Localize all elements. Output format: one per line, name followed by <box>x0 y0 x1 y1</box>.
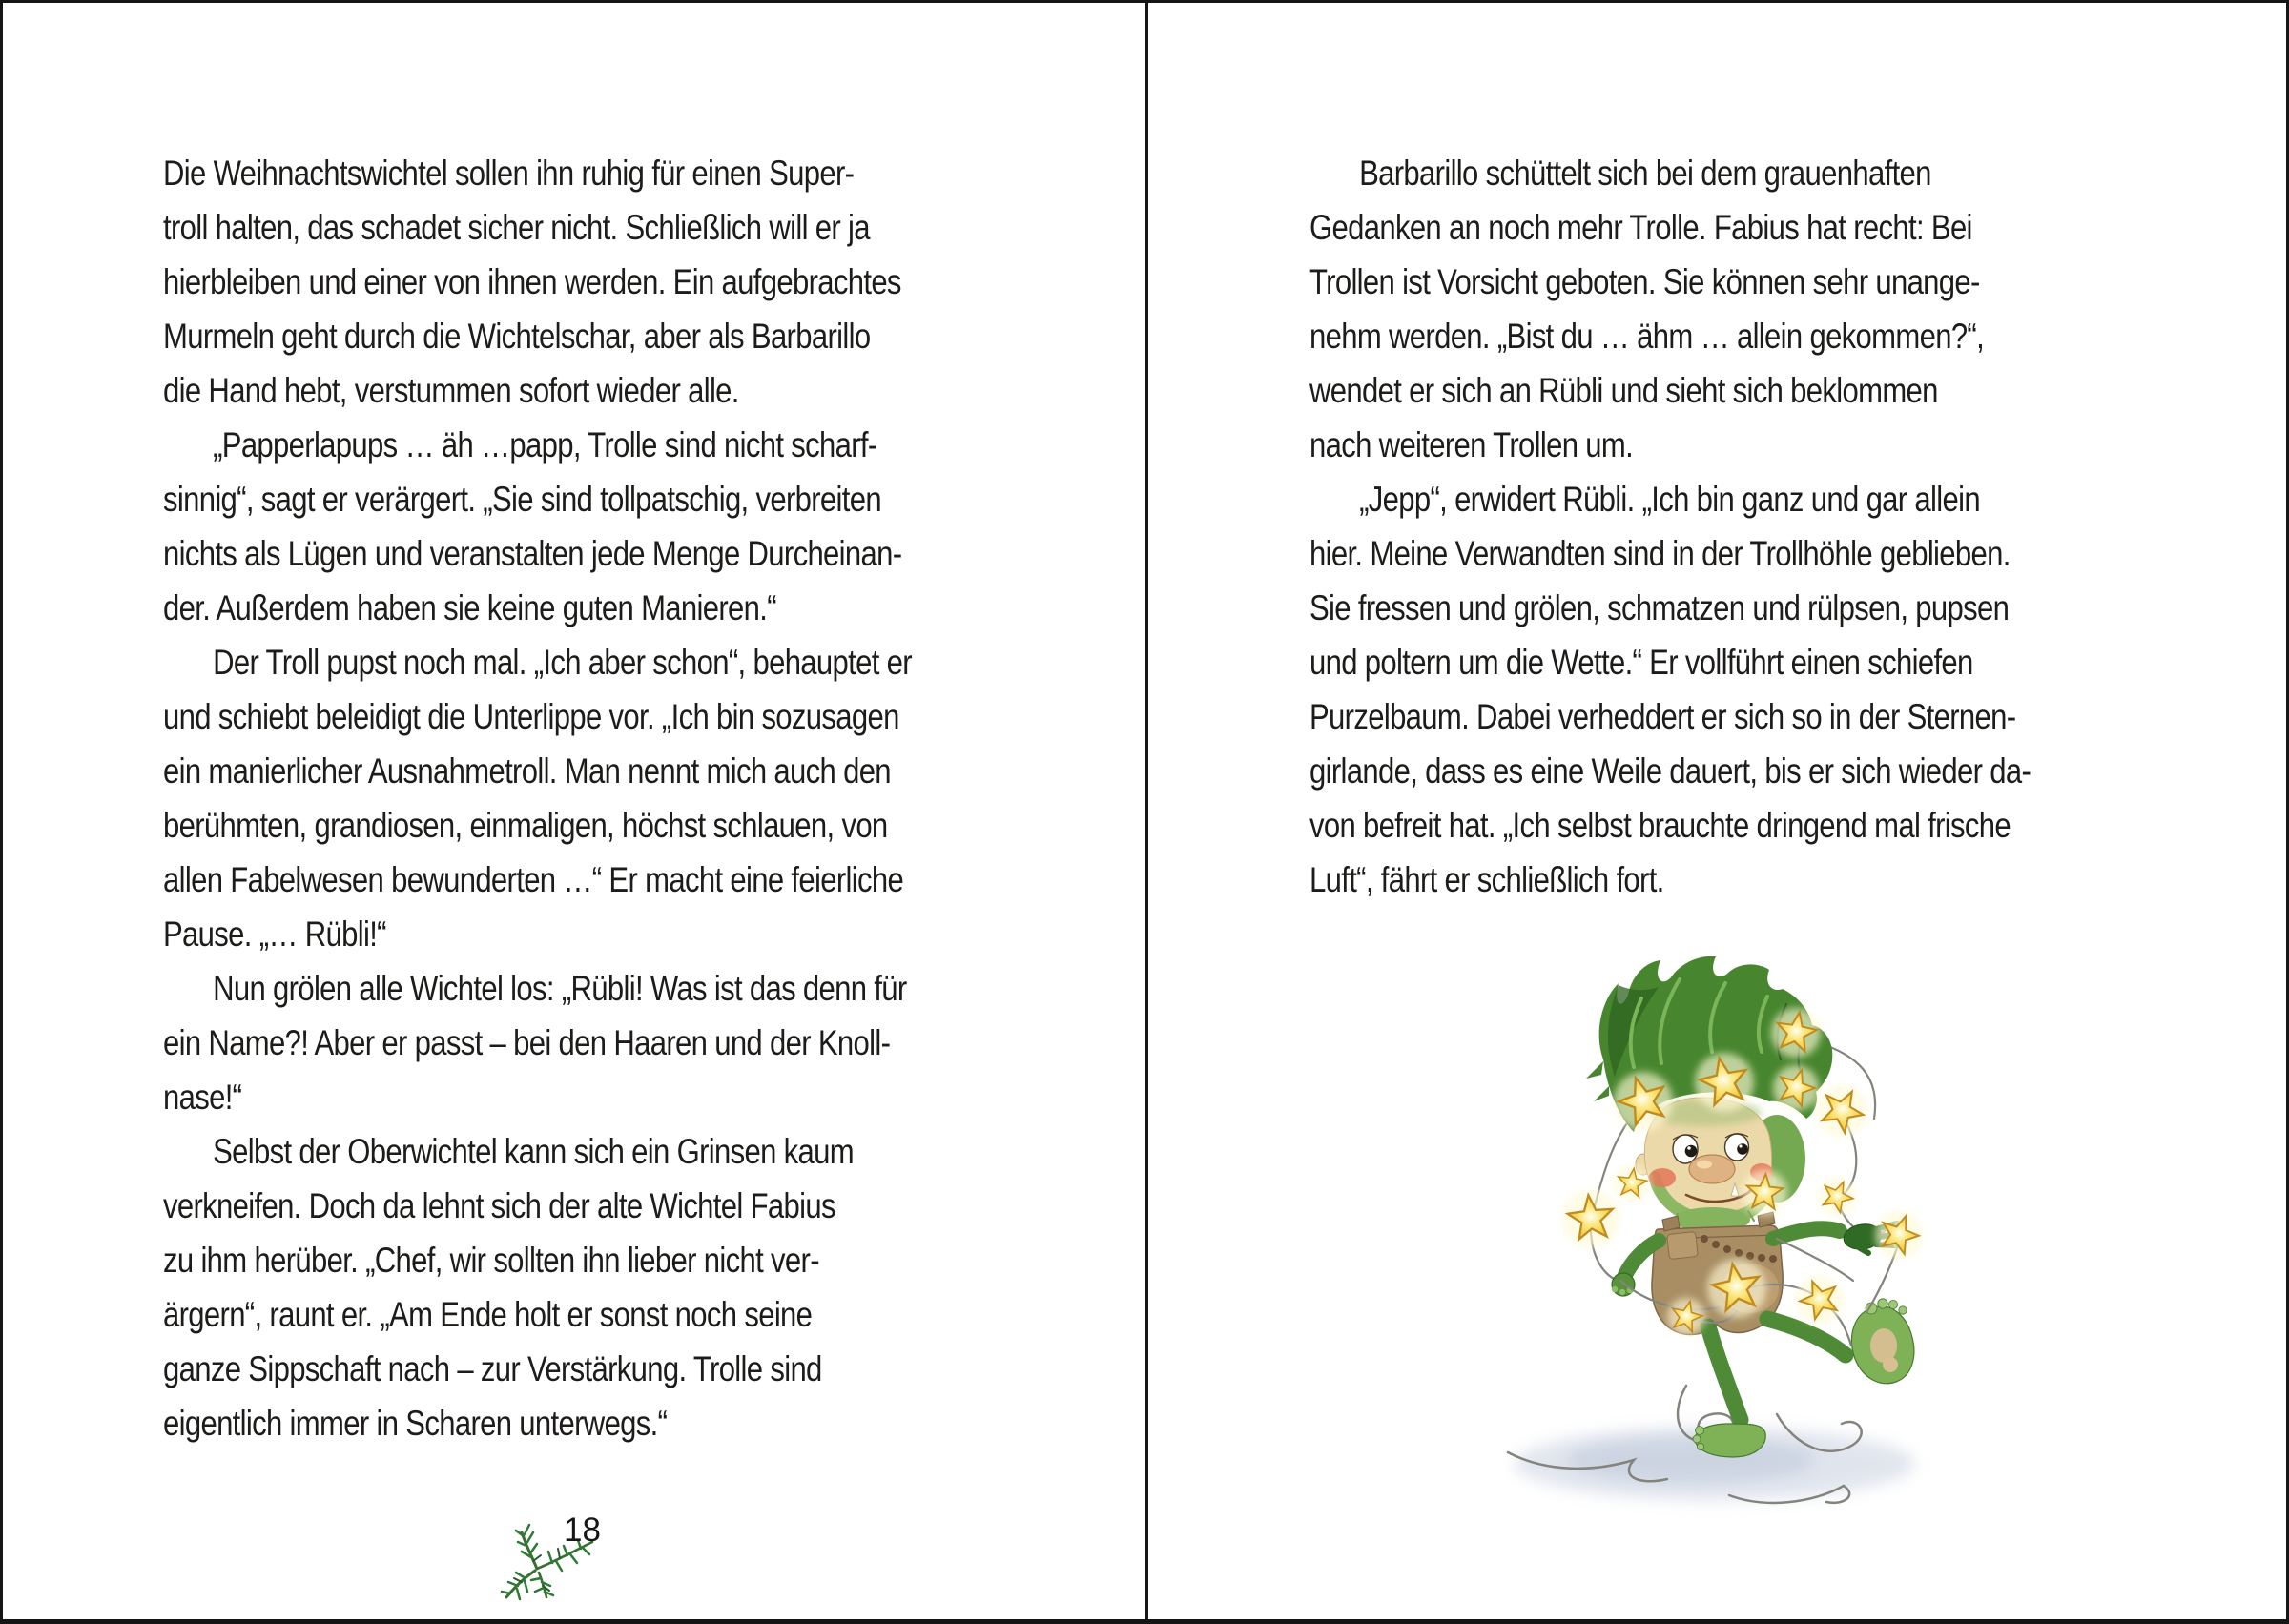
text-line: girlande, dass es eine Weile dauert, bis er sich wieder da- <box>1309 751 2031 791</box>
text-line: Pause. „… Rübli!“ <box>163 915 386 954</box>
text-line: „Jepp“, erwidert Rübli. „Ich bin ganz und gar allein <box>1359 480 1980 519</box>
troll-leg-raised <box>1767 1299 1914 1384</box>
text-line: und schiebt beleidigt die Unterlippe vor. „Ich bin sozusagen <box>163 697 899 736</box>
text-line: troll halten, das schadet sicher nicht. Schließlich will er ja <box>163 208 870 247</box>
text-line: Sie fressen und grölen, schmatzen und rülpsen, pupsen <box>1309 588 2010 627</box>
page-number: 18 <box>564 1511 601 1549</box>
text-line: berühmten, grandiosen, einmaligen, höchst schlauen, von <box>163 806 888 845</box>
text-line: wendet er sich an Rübli und sieht sich beklommen <box>1309 371 1938 410</box>
text-line: sinnig“, sagt er verärgert. „Sie sind tollpatschig, verbreiten <box>163 480 881 519</box>
text-line: ärgern“, raunt er. „Am Ende holt er sonst noch seine <box>163 1295 813 1334</box>
text-line: Die Weihnachtswichtel sollen ihn ruhig für einen Super- <box>163 154 855 193</box>
text-line: der. Außerdem haben sie keine guten Manieren.“ <box>163 588 776 627</box>
text-line: Purzelbaum. Dabei verheddert er sich so in der Sternen- <box>1309 697 2016 736</box>
text-line: Luft“, fährt er schließlich fort. <box>1309 860 1664 899</box>
text-line: hier. Meine Verwandten sind in der Trollhöhle geblieben. <box>1309 534 2011 573</box>
text-line: Gedanken an noch mehr Trolle. Fabius hat recht: Bei <box>1309 208 1972 247</box>
text-line: Trollen ist Vorsicht geboten. Sie können sehr unange- <box>1309 262 1980 301</box>
troll-illustration <box>1491 937 1949 1519</box>
text-line: ganze Sippschaft nach – zur Verstärkung. Trolle sind <box>163 1349 822 1388</box>
text-line: ein Name?! Aber er passt – bei den Haaren und der Knoll- <box>163 1023 891 1062</box>
text-line: Murmeln geht durch die Wichtelschar, aber als Barbarillo <box>163 317 871 356</box>
troll-leg-standing <box>1693 1326 1765 1457</box>
left-page-text <box>163 146 912 1450</box>
text-line: die Hand hebt, verstummen sofort wieder alle. <box>163 371 739 410</box>
page-gutter-divider <box>1145 3 1148 1619</box>
text-line: Selbst der Oberwichtel kann sich ein Grinsen kaum <box>213 1132 854 1171</box>
text-line: Der Troll pupst noch mal. „Ich aber schon“, behauptet er <box>213 643 912 682</box>
text-line: hierbleiben und einer von ihnen werden. Ein aufgebrachtes <box>163 262 901 301</box>
troll-cheek-left <box>1649 1168 1676 1187</box>
text-line: ein manierlicher Ausnahmetroll. Man nennt mich auch den <box>163 751 891 791</box>
text-line: nehm werden. „Bist du … ähm … allein gekommen?“, <box>1309 317 1985 356</box>
text-line: nase!“ <box>163 1078 242 1117</box>
troll-nose <box>1689 1155 1735 1183</box>
text-line: verkneifen. Doch da lehnt sich der alte Wichtel Fabius <box>163 1186 835 1225</box>
text-line: eigentlich immer in Scharen unterwegs.“ <box>163 1404 668 1443</box>
text-line: Nun grölen alle Wichtel los: „Rübli! Was ist das denn für <box>213 969 907 1008</box>
text-line: allen Fabelwesen bewunderten …“ Er macht eine feierliche <box>163 860 904 899</box>
right-page-text <box>1309 146 2031 907</box>
text-line: zu ihm herüber. „Chef, wir sollten ihn lieber nicht ver- <box>163 1241 819 1280</box>
text-line: und poltern um die Wette.“ Er vollführt einen schiefen <box>1309 643 1973 682</box>
overall-patch <box>1667 1232 1699 1260</box>
text-line: „Papperlapups … äh …papp, Trolle sind nicht scharf- <box>213 425 877 464</box>
text-line: nichts als Lügen und veranstalten jede Menge Durcheinan- <box>163 534 902 573</box>
text-line: von befreit hat. „Ich selbst brauchte dringend mal frische <box>1309 806 2011 845</box>
text-line: nach weiteren Trollen um. <box>1309 425 1634 464</box>
text-line: Barbarillo schüttelt sich bei dem grauenhaften <box>1359 154 1931 193</box>
